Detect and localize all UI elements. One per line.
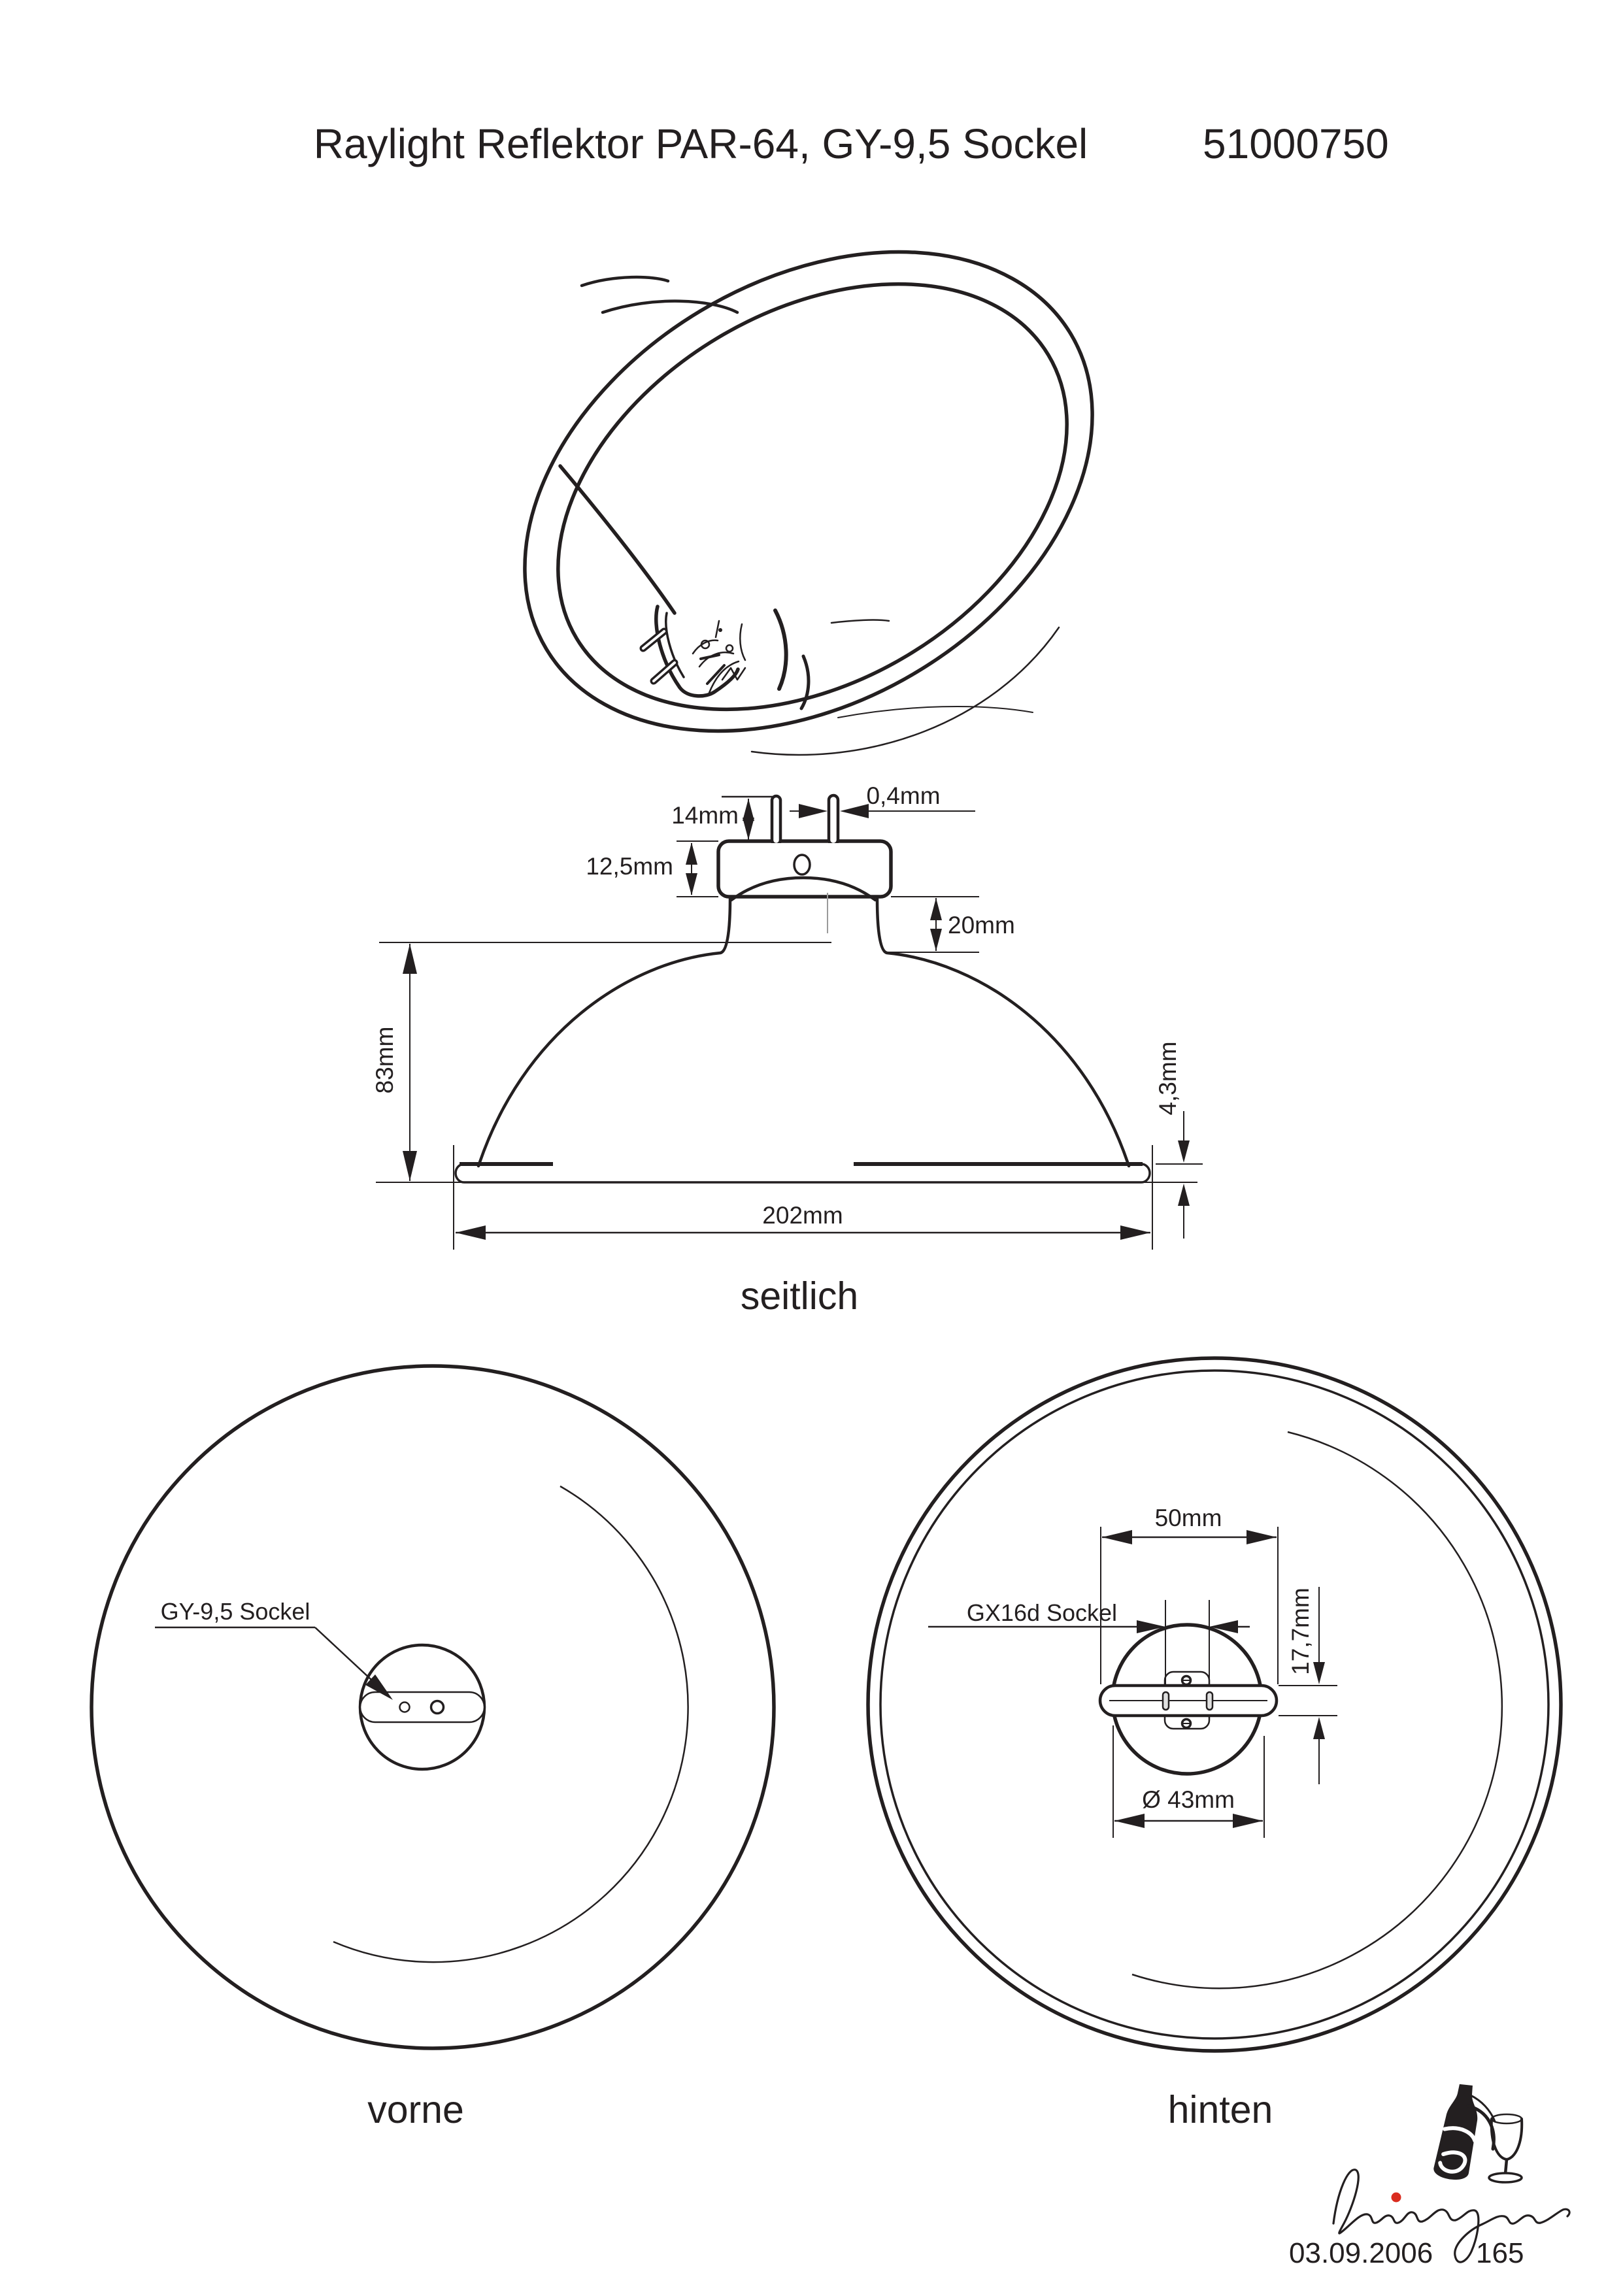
front-socket-label: GY-9,5 Sockel: [160, 1598, 310, 1625]
socket-hatching: [701, 655, 724, 684]
dim-pin-spacing-label: 50mm: [1154, 1505, 1222, 1531]
article-number: 51000750: [1203, 120, 1389, 167]
dim-pin-length: [671, 797, 775, 840]
date-text: 03.09.2006: [1289, 2237, 1433, 2269]
back-pin-slot-left: [1163, 1692, 1169, 1710]
dim-reflector-height-label: 83mm: [371, 1026, 398, 1094]
front-socket-leader: [155, 1598, 393, 1700]
interior-highlight-right: [831, 620, 889, 623]
dim-pin-length-label: 14mm: [671, 802, 739, 829]
cone-silhouette: [560, 466, 675, 613]
dim-neck-height: [884, 897, 1015, 952]
front-view: [92, 1366, 774, 2131]
dim-outer-diameter: [454, 1145, 1152, 1250]
title-text: Raylight Reflektor PAR-64, GY-9,5 Sockel: [313, 120, 1088, 167]
front-inner-arc: [333, 1486, 688, 1962]
dim-base-height: [586, 841, 718, 897]
dome-right-outline: [877, 899, 1129, 1166]
logo-bottle-glass-icon: [1432, 2081, 1522, 2183]
front-socket-bar: [360, 1692, 484, 1722]
dim-neck-height-label: 20mm: [948, 912, 1015, 939]
side-pin-left: [772, 796, 780, 844]
perspective-socket: [643, 607, 738, 696]
back-view-caption: hinten: [1167, 2088, 1273, 2131]
dim-pin-diameter-label: 0,4mm: [866, 782, 941, 809]
dim-pin-diameter: [790, 782, 975, 818]
dim-socket-bar-height-label: 17,7mm: [1287, 1588, 1314, 1675]
dim-reflector-height: [371, 942, 831, 1181]
back-view: [868, 1358, 1561, 2131]
dim-socket-bar-height: [1279, 1587, 1337, 1784]
socket-outline: [656, 607, 738, 696]
side-socket-block-fill: [720, 843, 889, 895]
signature-red-dot: [1392, 2193, 1401, 2203]
interior-highlight-bottom: [838, 707, 1033, 718]
dim-rim-thickness: [1154, 1041, 1203, 1239]
reflector-rim-outer: [438, 154, 1179, 829]
side-pin-right: [829, 795, 838, 844]
dim-base-height-label: 12,5mm: [586, 853, 673, 880]
dim-socket-diameter-label: Ø 43mm: [1142, 1786, 1235, 1813]
dome-left-outline: [478, 899, 730, 1166]
rim-flange: [456, 1164, 1150, 1182]
page-title: [314, 120, 1389, 167]
back-socket-label: GX16d Sockel: [966, 1599, 1118, 1626]
footer: [1289, 2081, 1569, 2269]
side-view-caption: seitlich: [740, 1274, 859, 1318]
sheet-number: 165: [1476, 2237, 1524, 2269]
dim-rim-thickness-label: 4,3mm: [1154, 1041, 1181, 1116]
perspective-view: [438, 154, 1179, 829]
front-view-caption: vorne: [367, 2088, 464, 2131]
dim-outer-diameter-label: 202mm: [762, 1202, 843, 1229]
side-view: [371, 782, 1203, 1318]
lens-edge-arc: [752, 627, 1059, 755]
back-pin-slot-right: [1207, 1692, 1213, 1710]
dim-socket-diameter: [1113, 1725, 1264, 1838]
rim-lip-arc: [582, 277, 668, 286]
